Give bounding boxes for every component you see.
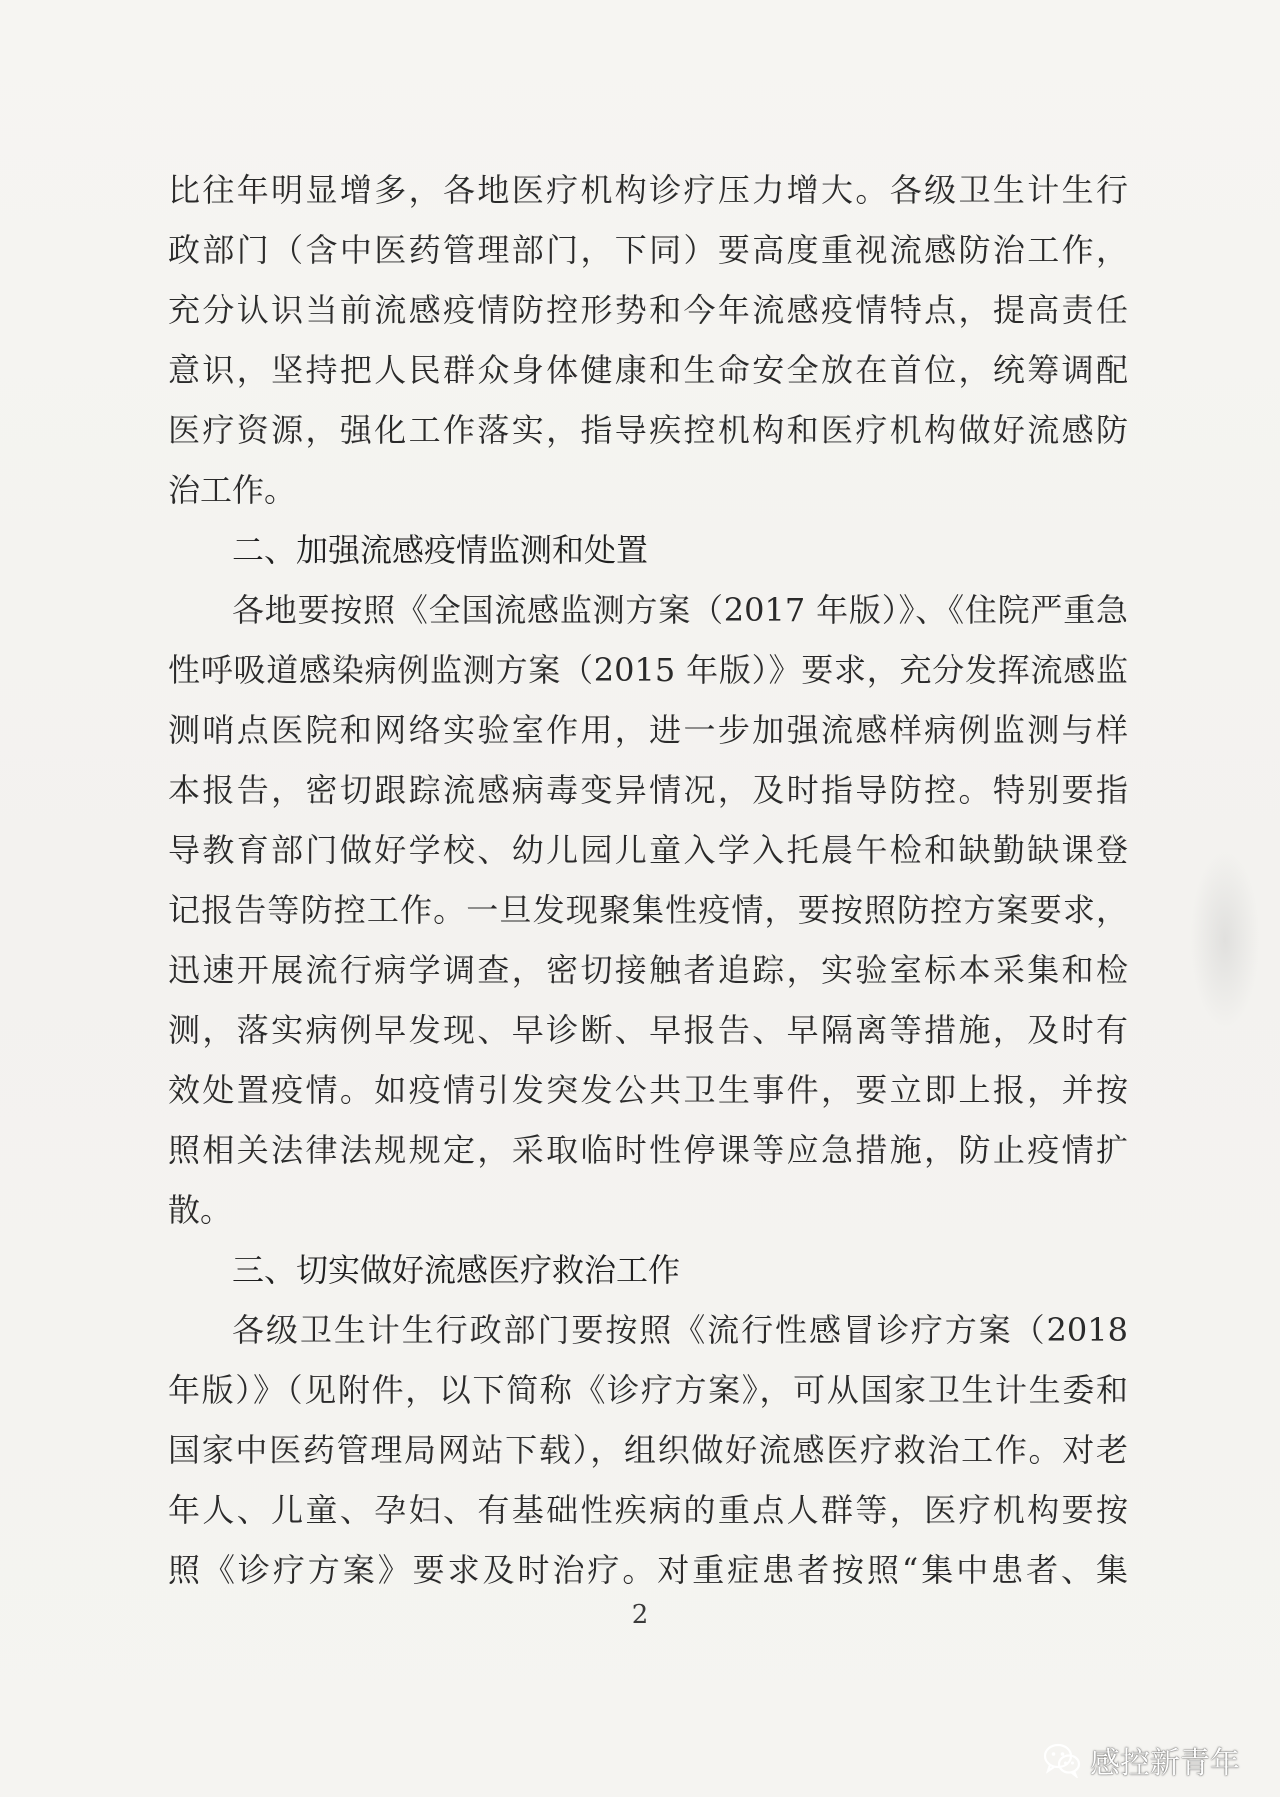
paragraph-line: 记报告等防控工作。一旦发现聚集性疫情，要按照防控方案要求， [168,891,1128,929]
paragraph-line: 意识，坚持把人民群众身体健康和生命安全放在首位，统筹调配 [168,351,1128,389]
section-heading: 三、切实做好流感医疗救治工作 [232,1251,681,1289]
wechat-icon [1042,1742,1082,1778]
paragraph-line: 照相关法律法规规定，采取临时性停课等应急措施，防止疫情扩 [168,1131,1128,1169]
paragraph-line: 测，落实病例早发现、早诊断、早报告、早隔离等措施，及时有 [168,1011,1128,1049]
paragraph-line: 性呼吸道感染病例监测方案（2015 年版）》要求，充分发挥流感监 [168,651,1128,689]
paragraph-line: 政部门（含中医药管理部门，下同）要高度重视流感防治工作， [168,231,1128,269]
paragraph-line: 各级卫生计生行政部门要按照《流行性感冒诊疗方案（2018 [232,1311,1128,1349]
paragraph-line: 照《诊疗方案》要求及时治疗。对重症患者按照“集中患者、集 [168,1551,1128,1589]
watermark [1042,1738,1240,1782]
paragraph-line: 年人、儿童、孕妇、有基础性疾病的重点人群等，医疗机构要按 [168,1491,1128,1529]
paragraph-line: 比往年明显增多，各地医疗机构诊疗压力增大。各级卫生计生行 [168,171,1128,209]
paragraph-line: 治工作。 [168,471,297,509]
scan-smudge [1190,850,1260,1030]
paragraph-line: 散。 [168,1191,233,1229]
section-heading: 二、加强流感疫情监测和处置 [232,531,649,569]
paragraph-line: 国家中医药管理局网站下载），组织做好流感医疗救治工作。对老 [168,1431,1128,1469]
paragraph-line: 测哨点医院和网络实验室作用，进一步加强流感样病例监测与样 [168,711,1128,749]
paragraph-line: 各地要按照《全国流感监测方案（2017 年版）》、《住院严重急 [232,591,1128,629]
document-body [168,160,1128,1600]
watermark-text: 感控新青年 [1090,1746,1240,1781]
paragraph-line: 年版）》（见附件，以下简称《诊疗方案》，可从国家卫生计生委和 [168,1371,1128,1409]
paragraph-line: 医疗资源，强化工作落实，指导疾控机构和医疗机构做好流感防 [168,411,1128,449]
paragraph-line: 迅速开展流行病学调查，密切接触者追踪，实验室标本采集和检 [168,951,1128,989]
paragraph-line: 效处置疫情。如疫情引发突发公共卫生事件，要立即上报，并按 [168,1071,1128,1109]
paragraph-line: 充分认识当前流感疫情防控形势和今年流感疫情特点，提高责任 [168,291,1128,329]
page-number: 2 [631,1600,649,1630]
paragraph-line: 本报告，密切跟踪流感病毒变异情况，及时指导防控。特别要指 [168,771,1128,809]
paragraph-line: 导教育部门做好学校、幼儿园儿童入学入托晨午检和缺勤缺课登 [168,831,1128,869]
